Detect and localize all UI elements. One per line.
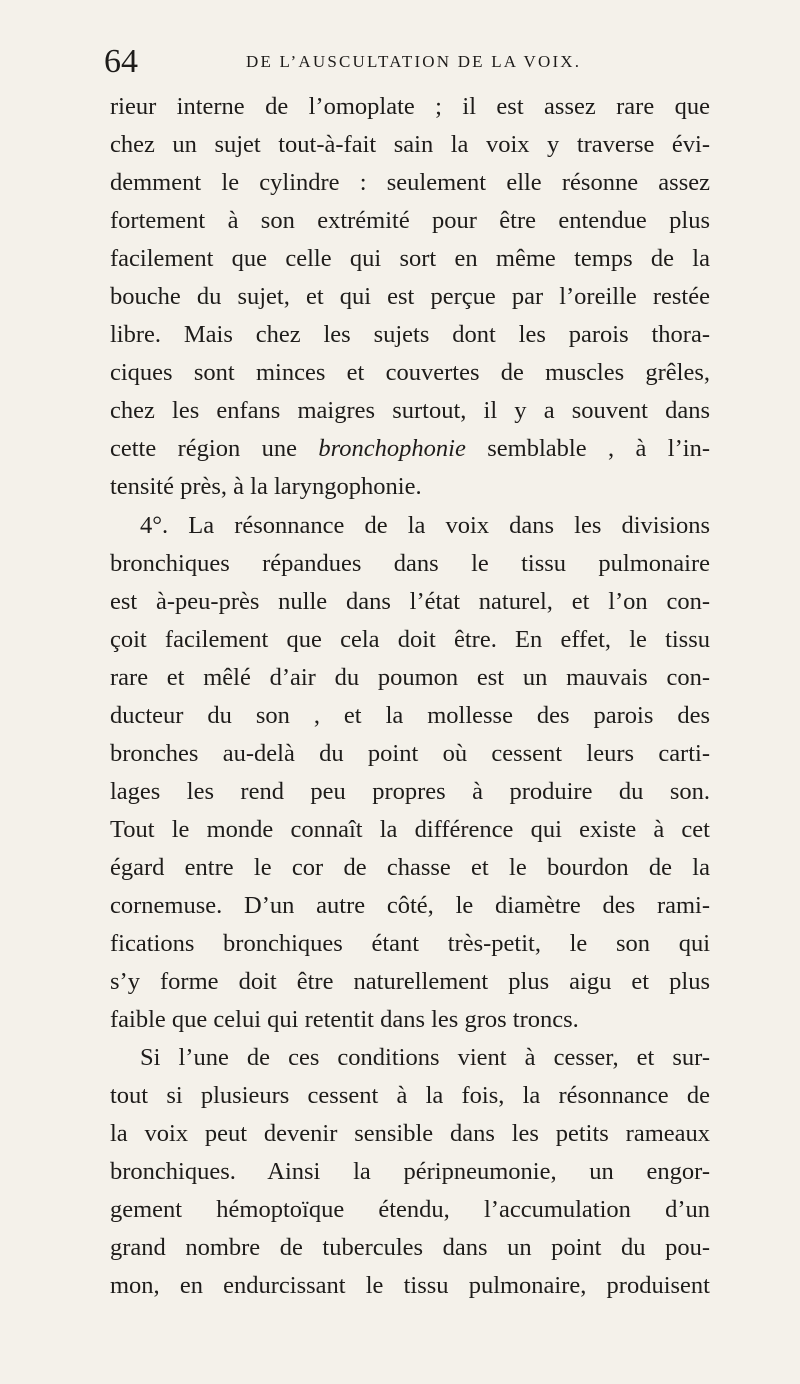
text-line: la voix peut devenir sensible dans les petits rameaux: [110, 1120, 710, 1148]
text-line: tensité près, à la laryngophonie.: [110, 473, 422, 501]
text-line: s’y forme doit être naturellement plus aigu et plus: [110, 968, 710, 996]
text-line: lages les rend peu propres à produire du son.: [110, 777, 710, 805]
text-line: faible que celui qui retentit dans les gros troncs.: [110, 1006, 579, 1034]
text-line: gement hémoptoïque étendu, l’accumulation d’un: [110, 1196, 710, 1224]
text-line: rieur interne de l’omoplate ; il est assez rare que: [110, 93, 710, 120]
text-line: fortement à son extrémité pour être entendue plus: [110, 207, 710, 235]
text-line: bronchiques répandues dans le tissu pulmonaire: [110, 549, 710, 577]
body-text: [110, 88, 710, 1306]
text-line: libre. Mais chez les sujets dont les parois thora-: [110, 321, 710, 349]
text-line: ciques sont minces et couvertes de muscles grêles,: [110, 359, 710, 387]
text-line: facilement que celle qui sort en même temps de la: [110, 245, 710, 273]
text-line: est à-peu-près nulle dans l’état naturel, et l’on con-: [110, 587, 710, 615]
text-line: ducteur du son , et la mollesse des parois des: [110, 701, 710, 729]
text-line: çoit facilement que cela doit être. En effet, le tissu: [110, 625, 710, 653]
text-line: fications bronchiques étant très-petit, le son qui: [110, 930, 710, 958]
text-line: cornemuse. D’un autre côté, le diamètre des rami-: [110, 891, 710, 919]
text-line: égard entre le cor de chasse et le bourdon de la: [110, 853, 710, 881]
text-line: bouche du sujet, et qui est perçue par l’oreille restée: [110, 283, 710, 311]
italic-term: bronchophonie: [318, 435, 466, 463]
page-header: [104, 42, 704, 82]
page-number: 64: [104, 43, 138, 80]
text-line: bronches au-delà du point où cessent leurs carti-: [110, 739, 710, 767]
text-line: rare et mêlé d’air du poumon est un mauvais con-: [110, 663, 710, 691]
text-line: mon, en endurcissant le tissu pulmonaire, produisent: [110, 1272, 710, 1300]
text-line: tout si plusieurs cessent à la fois, la résonnance de: [110, 1082, 710, 1110]
text-line: Tout le monde connaît la différence qui existe à cet: [110, 815, 710, 843]
text-line: bronchiques. Ainsi la péripneumonie, un engor-: [110, 1158, 710, 1186]
text-line: chez un sujet tout-à-fait sain la voix y traverse évi-: [110, 131, 710, 159]
running-head: DE L’AUSCULTATION DE LA VOIX.: [246, 52, 582, 71]
text-line: Si l’une de ces conditions vient à cesser, et sur-: [140, 1044, 710, 1072]
text-line: grand nombre de tubercules dans un point du pou-: [110, 1234, 710, 1262]
text-line: cette région une bronchophonie semblable , à l’in-: [110, 435, 710, 463]
text-line: chez les enfans maigres surtout, il y a souvent dans: [110, 397, 710, 425]
text-line: demment le cylindre : seulement elle résonne assez: [110, 169, 710, 197]
text-line: 4°. La résonnance de la voix dans les divisions: [140, 511, 710, 539]
